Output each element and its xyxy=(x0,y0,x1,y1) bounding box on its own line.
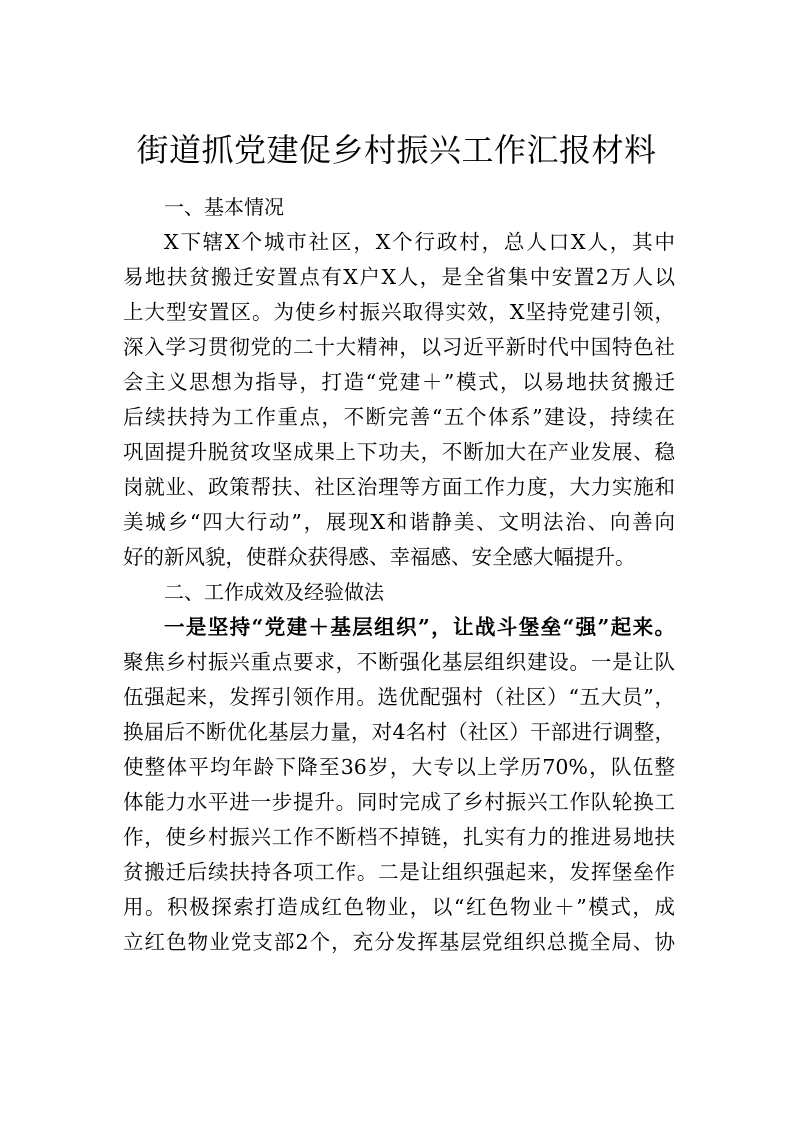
paragraph-line: 使整体平均年龄下降至36岁，大专以上学历70%，队伍整 xyxy=(123,755,675,779)
section-heading-basic-situation: 一、基本情况 xyxy=(164,195,284,219)
paragraph-line: 立红色物业党支部2个，充分发挥基层党组织总揽全局、协 xyxy=(123,930,675,954)
paragraph-line: 贫搬迁后续扶持各项工作。二是让组织强起来，发挥堡垒作 xyxy=(123,860,675,884)
paragraph-line: 换届后不断优化基层力量，对4名村（社区）干部进行调整， xyxy=(123,720,675,744)
paragraph-line: 伍强起来，发挥引领作用。选优配强村（社区）“五大员”， xyxy=(123,685,675,709)
paragraph-line: 好的新风貌，使群众获得感、幸福感、安全感大幅提升。 xyxy=(123,545,636,569)
document-body xyxy=(123,190,675,960)
paragraph-line: 聚焦乡村振兴重点要求，不断强化基层组织建设。一是让队 xyxy=(123,650,675,674)
document-title: 街道抓党建促乡村振兴工作汇报材料 xyxy=(136,131,657,169)
paragraph-line: 后续扶持为工作重点，不断完善“五个体系”建设，持续在 xyxy=(123,405,675,429)
subheading-party-building: 一是坚持“党建＋基层组织”，让战斗堡垒“强”起来。 xyxy=(164,615,675,639)
paragraph-line: X下辖X个城市社区，X个行政村，总人口X人，其中 xyxy=(164,230,675,254)
section-heading-results: 二、工作成效及经验做法 xyxy=(164,580,384,604)
paragraph-line: 体能力水平进一步提升。同时完成了乡村振兴工作队轮换工 xyxy=(123,790,675,814)
paragraph-line: 美城乡“四大行动”，展现X和谐静美、文明法治、向善向 xyxy=(123,510,675,534)
paragraph-line: 巩固提升脱贫攻坚成果上下功夫，不断加大在产业发展、稳 xyxy=(123,440,675,464)
paragraph-line: 用。积极探索打造成红色物业，以“红色物业＋”模式，成 xyxy=(123,895,675,919)
paragraph-line: 深入学习贯彻党的二十大精神，以习近平新时代中国特色社 xyxy=(123,335,675,359)
paragraph-line: 易地扶贫搬迁安置点有X户X人，是全省集中安置2万人以 xyxy=(123,265,675,289)
paragraph-line: 岗就业、政策帮扶、社区治理等方面工作力度，大力实施和 xyxy=(123,475,675,499)
paragraph-line: 上大型安置区。为使乡村振兴取得实效，X坚持党建引领， xyxy=(123,300,675,324)
paragraph-line: 会主义思想为指导，打造“党建＋”模式，以易地扶贫搬迁 xyxy=(123,370,675,394)
paragraph-line: 作，使乡村振兴工作不断档不掉链，扎实有力的推进易地扶 xyxy=(123,825,675,849)
